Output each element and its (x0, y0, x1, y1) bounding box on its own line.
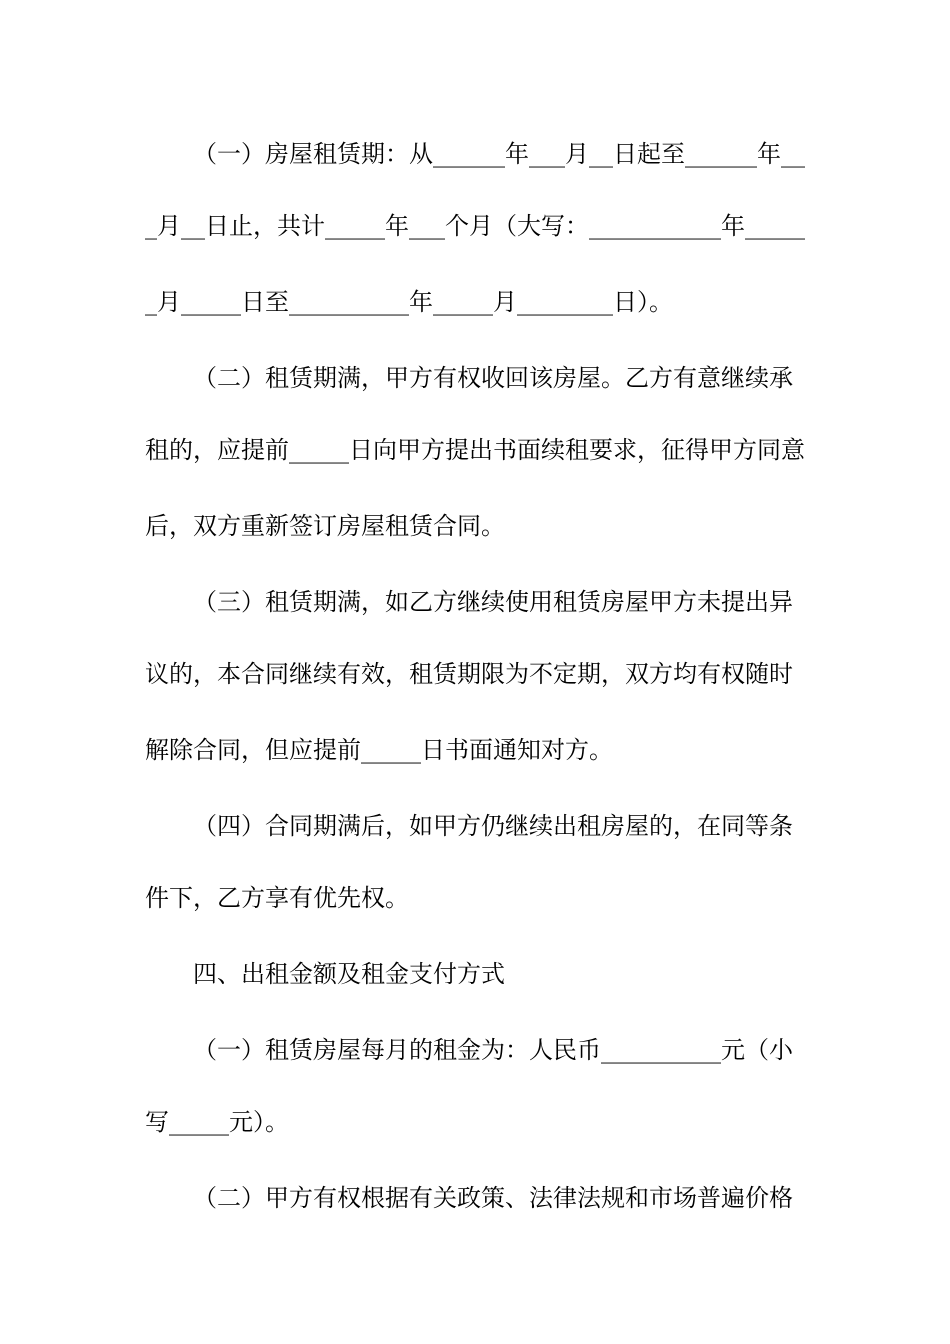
text-line-7: （三）租赁期满，如乙方继续使用租赁房屋甲方未提出异 (193, 588, 793, 616)
text-line-9: 解除合同，但应提前_____日书面通知对方。 (145, 736, 613, 764)
text-line-10: （四）合同期满后，如甲方仍继续出租房屋的，在同等条 (193, 812, 793, 840)
text-line-6: 后，双方重新签订房屋租赁合同。 (145, 512, 505, 540)
text-line-13: （一）租赁房屋每月的租金为：人民币__________元（小 (193, 1036, 793, 1064)
text-line-5: 租的，应提前_____日向甲方提出书面续租要求，征得甲方同意 (145, 436, 805, 464)
text-line-11: 件下，乙方享有优先权。 (145, 884, 409, 912)
text-line-8: 议的，本合同继续有效，租赁期限为不定期，双方均有权随时 (145, 660, 793, 688)
section-heading: 四、出租金额及租金支付方式 (193, 960, 505, 988)
text-line-15: （二）甲方有权根据有关政策、法律法规和市场普遍价格 (193, 1184, 793, 1212)
text-line-4: （二）租赁期满，甲方有权收回该房屋。乙方有意继续承 (193, 364, 793, 392)
text-line-14: 写_____元）。 (145, 1108, 289, 1136)
text-line-1: （一）房屋租赁期：从______年___月__日起至______年__ (193, 140, 805, 168)
text-line-3: _月_____日至__________年_____月________日）。 (145, 288, 673, 316)
text-line-2: _月__日止，共计_____年___个月（大写：___________年_____ (145, 212, 805, 240)
